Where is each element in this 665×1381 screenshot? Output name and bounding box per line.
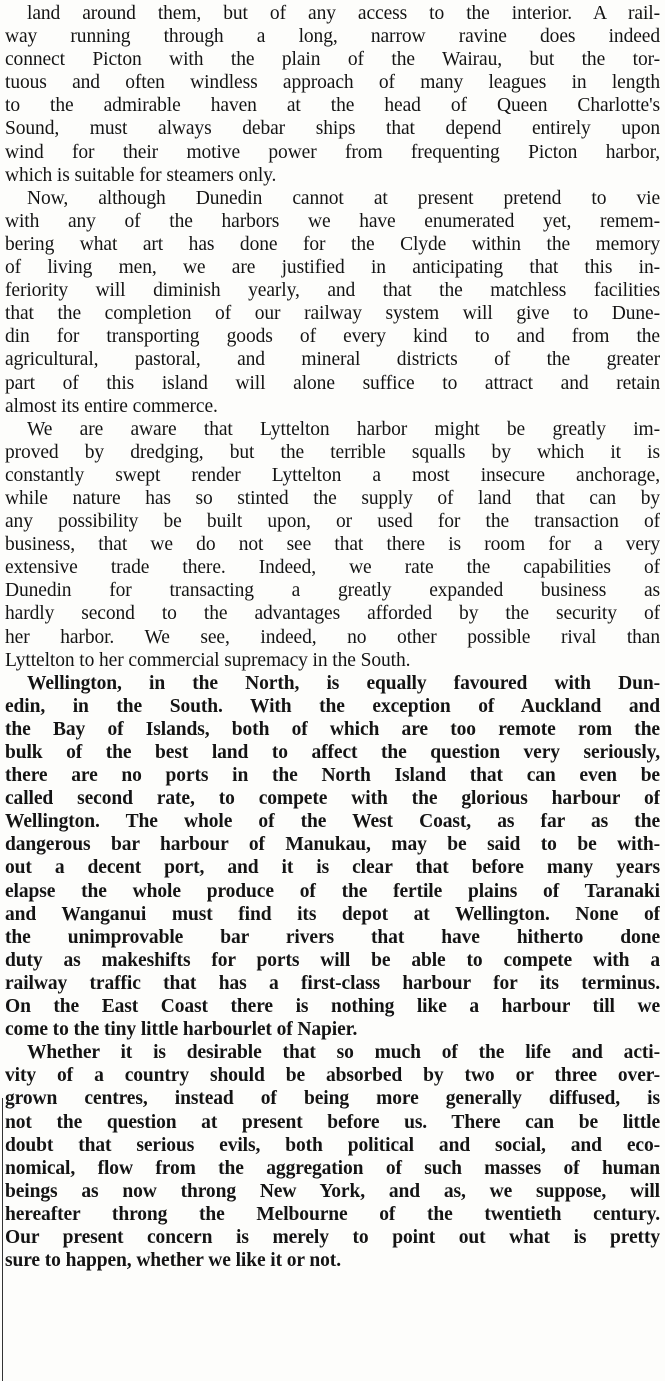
article-paragraph xyxy=(5,2,660,187)
text-line: business, that we do not see that there is room for a very xyxy=(5,534,660,556)
text-line: elapse the whole produce of the fertile plains of Taranaki xyxy=(5,880,660,902)
text-line: railway traffic that has a first-class harbour for its terminus. xyxy=(5,972,660,994)
text-line: connect Picton with the plain of the Wairau, but the tor- xyxy=(5,49,660,71)
text-line: to the admirable haven at the head of Queen Charlotte's xyxy=(5,95,660,117)
text-line: out a decent port, and it is clear that before many years xyxy=(5,857,660,879)
text-line: wind for their motive power from frequenting Picton harbor, xyxy=(5,141,660,163)
text-line: not the question at present before us. There can be little xyxy=(5,1111,660,1133)
text-line: vity of a country should be absorbed by two or three over- xyxy=(5,1065,660,1087)
text-line: extensive trade there. Indeed, we rate the capabilities of xyxy=(5,557,660,579)
text-line: Now, although Dunedin cannot at present pretend to vie xyxy=(27,187,660,209)
text-line: Wellington. The whole of the West Coast, as far as the xyxy=(5,811,660,833)
text-line: any possibility be built upon, or used for the transaction of xyxy=(5,511,660,533)
article-paragraph xyxy=(5,672,660,1042)
text-line: din for transporting goods of every kind to and from the xyxy=(5,326,660,348)
text-line: that the completion of our railway system will give to Dune- xyxy=(5,303,660,325)
article-paragraph xyxy=(5,187,660,418)
text-line: which is suitable for steamers only. xyxy=(5,164,277,186)
text-line: Sound, must always debar ships that depend entirely upon xyxy=(5,118,660,140)
text-line: feriority will diminish yearly, and that the matchless facilities xyxy=(5,280,660,302)
article-paragraph xyxy=(5,418,660,672)
text-line: Lyttelton to her commercial supremacy in the South. xyxy=(5,649,411,671)
text-line: Dunedin for transacting a greatly expanded business as xyxy=(5,580,660,602)
text-line: with any of the harbors we have enumerated yet, remem- xyxy=(5,210,660,232)
text-line: We are aware that Lyttelton harbor might be greatly im- xyxy=(27,418,660,440)
text-line: of living men, we are justified in anticipating that this in- xyxy=(5,257,660,279)
text-line: beings as now throng New York, and as, we suppose, will xyxy=(5,1180,660,1202)
text-line: dangerous bar harbour of Manukau, may be said to be with- xyxy=(5,834,660,856)
text-line: tuous and often windless approach of many leagues in length xyxy=(5,72,660,94)
text-line: proved by dredging, but the terrible squalls by which it is xyxy=(5,441,660,463)
text-line: the Bay of Islands, both of which are too remote rom the xyxy=(5,718,660,740)
text-line: nomical, flow from the aggregation of such masses of human xyxy=(5,1157,660,1179)
text-line: there are no ports in the North Island that can even be xyxy=(5,765,660,787)
text-line: bulk of the best land to affect the question very seriously, xyxy=(5,742,660,763)
text-line: grown centres, instead of being more generally diffused, is xyxy=(5,1088,660,1110)
text-line: the unimprovable bar rivers that have hitherto done xyxy=(5,926,660,948)
text-line: and Wanganui must find its depot at Wellington. None of xyxy=(5,903,660,925)
text-line: bering what art has done for the Clyde within the memory xyxy=(5,233,660,255)
text-line: edin, in the South. With the exception of Auckland and xyxy=(5,695,660,717)
text-line: constantly swept render Lyttelton a most insecure anchorage, xyxy=(5,464,660,486)
text-line: On the East Coast there is nothing like a harbour till we xyxy=(5,996,660,1018)
text-line: part of this island will alone suffice to attract and retain xyxy=(5,372,660,394)
text-line: Whether it is desirable that so much of the life and acti- xyxy=(27,1042,660,1064)
text-line: while nature has so stinted the supply of land that can by xyxy=(5,487,660,509)
column-rule xyxy=(2,1098,3,1381)
text-line: Our present concern is merely to point out what is pretty xyxy=(5,1226,660,1248)
text-line: her harbor. We see, indeed, no other possible rival than xyxy=(5,626,660,648)
text-line: hereafter throng the Melbourne of the twentieth century. xyxy=(5,1203,660,1225)
article-column xyxy=(5,2,660,1272)
text-line: sure to happen, whether we like it or not. xyxy=(5,1250,341,1272)
text-line: almost its entire commerce. xyxy=(5,395,218,417)
text-line: way running through a long, narrow ravine does indeed xyxy=(5,26,660,48)
text-line: come to the tiny little harbourlet of Napier. xyxy=(5,1019,358,1041)
article-paragraph xyxy=(5,1041,660,1272)
text-line: doubt that serious evils, both political and social, and eco- xyxy=(5,1134,660,1156)
text-line: land around them, but of any access to the interior. A rail- xyxy=(27,3,660,24)
text-line: Wellington, in the North, is equally favoured with Dun- xyxy=(27,672,660,694)
text-line: called second rate, to compete with the glorious harbour of xyxy=(5,788,660,810)
text-line: hardly second to the advantages afforded by the security of xyxy=(5,603,660,625)
text-line: duty as makeshifts for ports will be able to compete with a xyxy=(5,949,660,971)
text-line: agricultural, pastoral, and mineral districts of the greater xyxy=(5,349,660,371)
